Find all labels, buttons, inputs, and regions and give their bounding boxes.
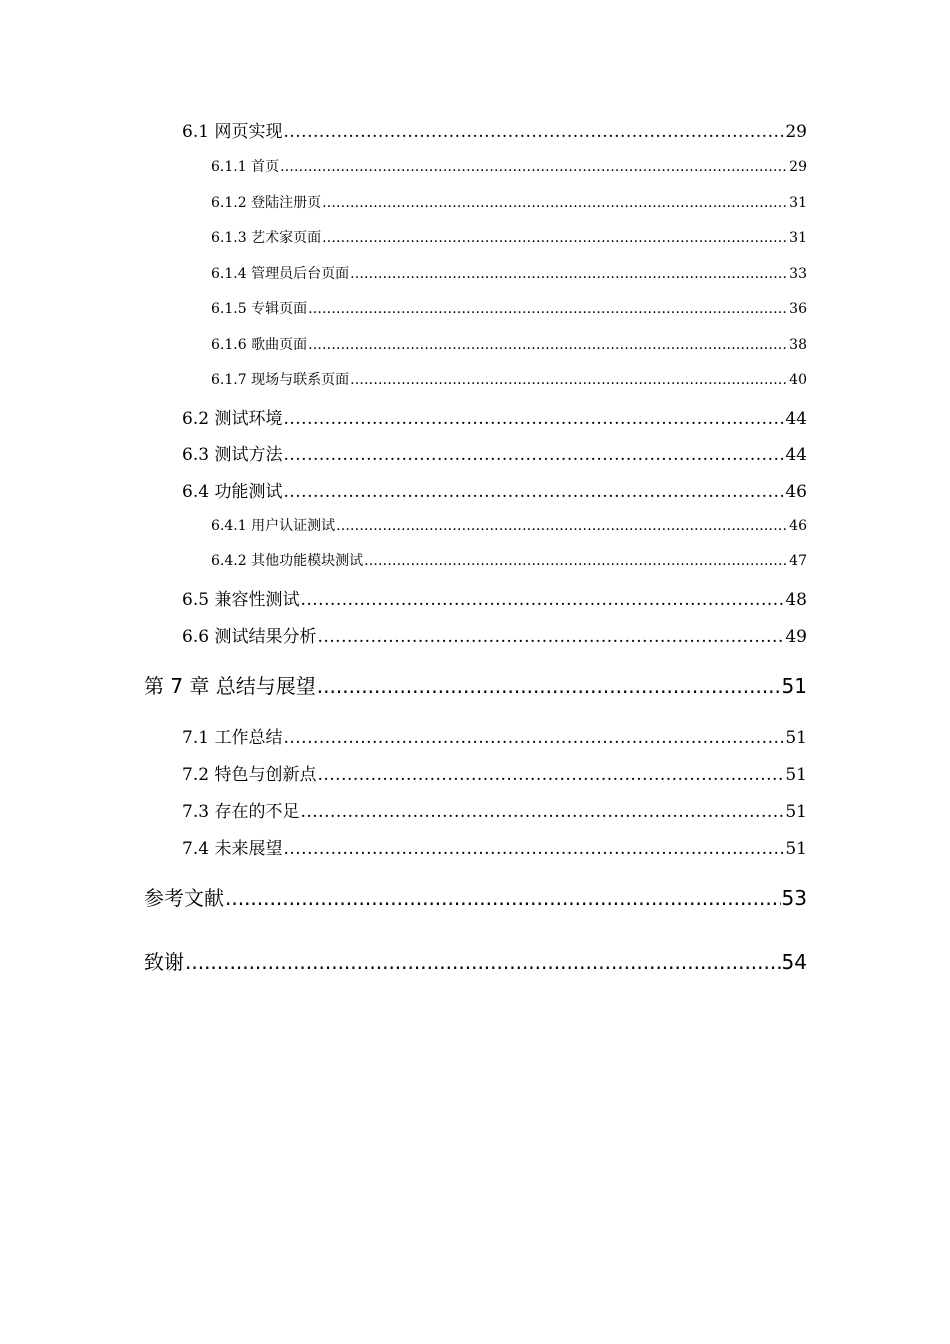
toc-entry-page: 40 — [789, 372, 807, 388]
toc-entry-page: 31 — [789, 195, 807, 211]
dot-leader — [283, 445, 784, 465]
toc-entry-page: 48 — [785, 590, 807, 610]
toc-entry-title: 6.5 兼容性测试 — [182, 590, 300, 610]
toc-entry-6-1-7[interactable] — [211, 369, 807, 389]
dot-leader — [283, 728, 784, 748]
dot-leader — [283, 482, 784, 502]
toc-entry-6-4-1[interactable] — [211, 515, 807, 535]
toc-entry-page: 38 — [789, 337, 807, 353]
dot-leader — [308, 337, 788, 353]
toc-entry-title: 7.2 特色与创新点 — [182, 765, 317, 785]
dot-leader — [283, 839, 784, 859]
toc-entry-7-1[interactable] — [182, 723, 807, 748]
dot-leader — [322, 195, 788, 211]
toc-entry-title: 6.4 功能测试 — [182, 482, 283, 502]
toc-entry-chapter-7[interactable] — [144, 670, 807, 699]
toc-entry-references[interactable] — [144, 882, 807, 911]
dot-leader — [350, 266, 788, 282]
dot-leader — [336, 518, 788, 534]
toc-entry-6-1-3[interactable] — [211, 227, 807, 247]
toc-entry-6-6[interactable] — [182, 622, 807, 647]
toc-entry-title: 6.2 测试环境 — [182, 409, 283, 429]
toc-entry-title: 参考文献 — [144, 886, 224, 910]
toc-entry-title: 6.6 测试结果分析 — [182, 627, 317, 647]
dot-leader — [300, 590, 784, 610]
dot-leader — [308, 301, 788, 317]
toc-entry-page: 33 — [789, 266, 807, 282]
dot-leader — [280, 159, 788, 175]
dot-leader — [364, 553, 788, 569]
toc-entry-7-4[interactable] — [182, 834, 807, 859]
toc-entry-page: 51 — [785, 839, 807, 859]
toc-entry-title: 6.1.1 首页 — [211, 159, 280, 175]
toc-entry-6-1-1[interactable] — [211, 156, 807, 176]
dot-leader — [317, 627, 784, 647]
toc-entry-6-5[interactable] — [182, 585, 807, 610]
toc-entry-6-3[interactable] — [182, 440, 807, 465]
dot-leader — [317, 674, 781, 698]
toc-entry-6-2[interactable] — [182, 404, 807, 429]
toc-entry-page: 49 — [785, 627, 807, 647]
toc-entry-page: 29 — [785, 122, 807, 142]
toc-entry-6-1-5[interactable] — [211, 298, 807, 318]
toc-entry-page: 36 — [789, 301, 807, 317]
toc-entry-title: 7.4 未来展望 — [182, 839, 283, 859]
dot-leader — [300, 802, 784, 822]
toc-entry-6-1-2[interactable] — [211, 192, 807, 212]
toc-entry-title: 6.1.7 现场与联系页面 — [211, 372, 350, 388]
toc-entry-6-1[interactable] — [182, 117, 807, 142]
toc-entry-title: 6.4.1 用户认证测试 — [211, 518, 336, 534]
toc-entry-title: 第 7 章 总结与展望 — [144, 674, 316, 698]
toc-entry-page: 44 — [785, 445, 807, 465]
toc-entry-page: 51 — [781, 674, 807, 698]
toc-entry-title: 6.1 网页实现 — [182, 122, 283, 142]
dot-leader — [185, 950, 781, 974]
toc-entry-page: 51 — [785, 765, 807, 785]
toc-entry-6-1-6[interactable] — [211, 334, 807, 354]
toc-entry-page: 46 — [785, 482, 807, 502]
dot-leader — [350, 372, 788, 388]
toc-entry-page: 47 — [789, 553, 807, 569]
toc-entry-page: 46 — [789, 518, 807, 534]
toc-entry-title: 6.1.4 管理员后台页面 — [211, 266, 350, 282]
toc-entry-page: 44 — [785, 409, 807, 429]
toc-entry-title: 6.1.6 歌曲页面 — [211, 337, 308, 353]
toc-entry-page: 29 — [789, 159, 807, 175]
dot-leader — [283, 409, 784, 429]
dot-leader — [317, 765, 784, 785]
toc-entry-title: 6.1.3 艺术家页面 — [211, 230, 322, 246]
toc-entry-page: 54 — [781, 950, 807, 974]
dot-leader — [225, 886, 781, 910]
toc-entry-page: 31 — [789, 230, 807, 246]
toc-entry-acknowledgements[interactable] — [144, 946, 807, 975]
toc-entry-7-2[interactable] — [182, 760, 807, 785]
toc-entry-title: 致谢 — [144, 950, 184, 974]
toc-entry-title: 7.3 存在的不足 — [182, 802, 300, 822]
toc-entry-6-1-4[interactable] — [211, 263, 807, 283]
toc-entry-page: 51 — [785, 802, 807, 822]
dot-leader — [283, 122, 784, 142]
toc-entry-page: 53 — [781, 886, 807, 910]
toc-entry-title: 6.4.2 其他功能模块测试 — [211, 553, 364, 569]
toc-entry-title: 7.1 工作总结 — [182, 728, 283, 748]
toc-entry-7-3[interactable] — [182, 797, 807, 822]
toc-entry-6-4[interactable] — [182, 477, 807, 502]
toc-entry-6-4-2[interactable] — [211, 550, 807, 570]
toc-entry-title: 6.1.5 专辑页面 — [211, 301, 308, 317]
dot-leader — [322, 230, 788, 246]
toc-entry-page: 51 — [785, 728, 807, 748]
toc-entry-title: 6.3 测试方法 — [182, 445, 283, 465]
toc-entry-title: 6.1.2 登陆注册页 — [211, 195, 322, 211]
